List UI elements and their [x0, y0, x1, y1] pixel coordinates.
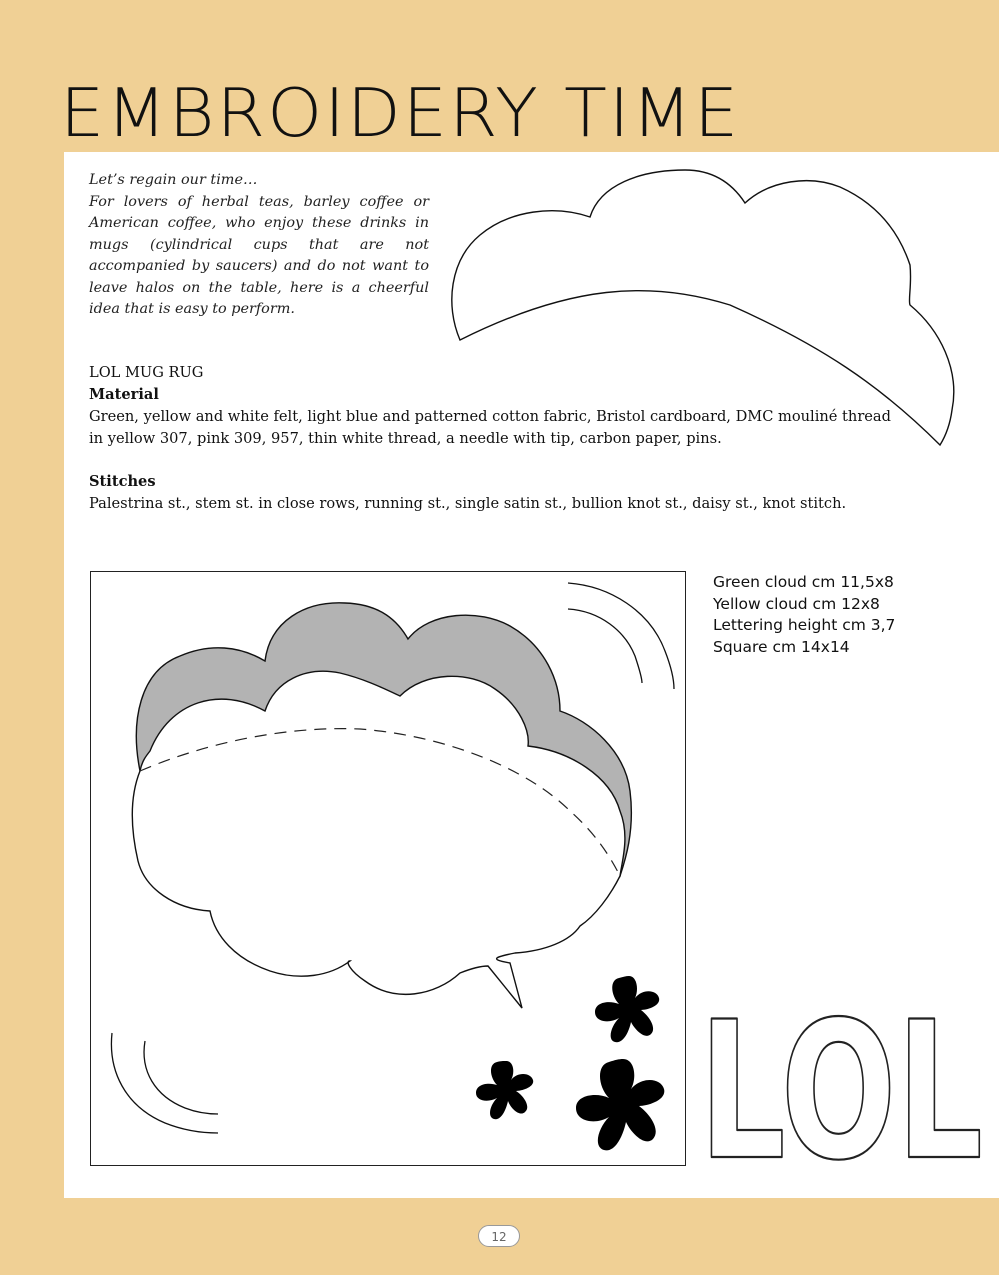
motion-arc [568, 583, 674, 689]
dimension-item: Green cloud cm 11,5x8 [713, 573, 894, 591]
lol-lettering [695, 981, 990, 1202]
flower-motif [476, 1061, 533, 1119]
stitches-heading: Stitches [89, 473, 156, 490]
intro-text [89, 170, 429, 321]
pattern-drawing [90, 571, 686, 1166]
material-line-1: Green, yellow and white felt, light blue and patterned cotton fabric, Bristol cardboard, DMC mouliné thread [89, 408, 891, 425]
motion-arc [144, 1041, 218, 1114]
intro-body: For lovers of herbal teas, barley coffee or American coffee, who enjoy these drinks in mugs (cylindrical cups that are not accompanied by saucers) and do not want to leave halos on the table, here is a cheerful idea that is easy to perform. [89, 193, 429, 317]
flower-motif [595, 976, 659, 1042]
material-heading: Material [89, 386, 159, 403]
dimension-item: Square cm 14x14 [713, 637, 850, 656]
motion-arc [568, 609, 642, 683]
flower-motif [576, 1059, 664, 1150]
dimension-item: Lettering height cm 3,7 [713, 616, 896, 634]
intro-lead: Let’s regain our time… [89, 172, 258, 188]
project-name: LOL MUG RUG [89, 364, 204, 381]
material-line-2: in yellow 307, pink 309, 957, thin white thread, a needle with tip, carbon paper, pins. [89, 430, 722, 447]
page-number: 12 [478, 1225, 520, 1247]
dimensions-list [713, 572, 895, 658]
stitches-text: Palestrina st., stem st. in close rows, running st., single satin st., bullion knot st., daisy st., knot stitch. [89, 495, 847, 512]
page-title: EMBROIDERY TIME [60, 74, 741, 152]
dimension-item: Yellow cloud cm 12x8 [713, 594, 880, 613]
motion-arc [111, 1033, 218, 1133]
lol-lettering-text: LOL [699, 981, 983, 1202]
